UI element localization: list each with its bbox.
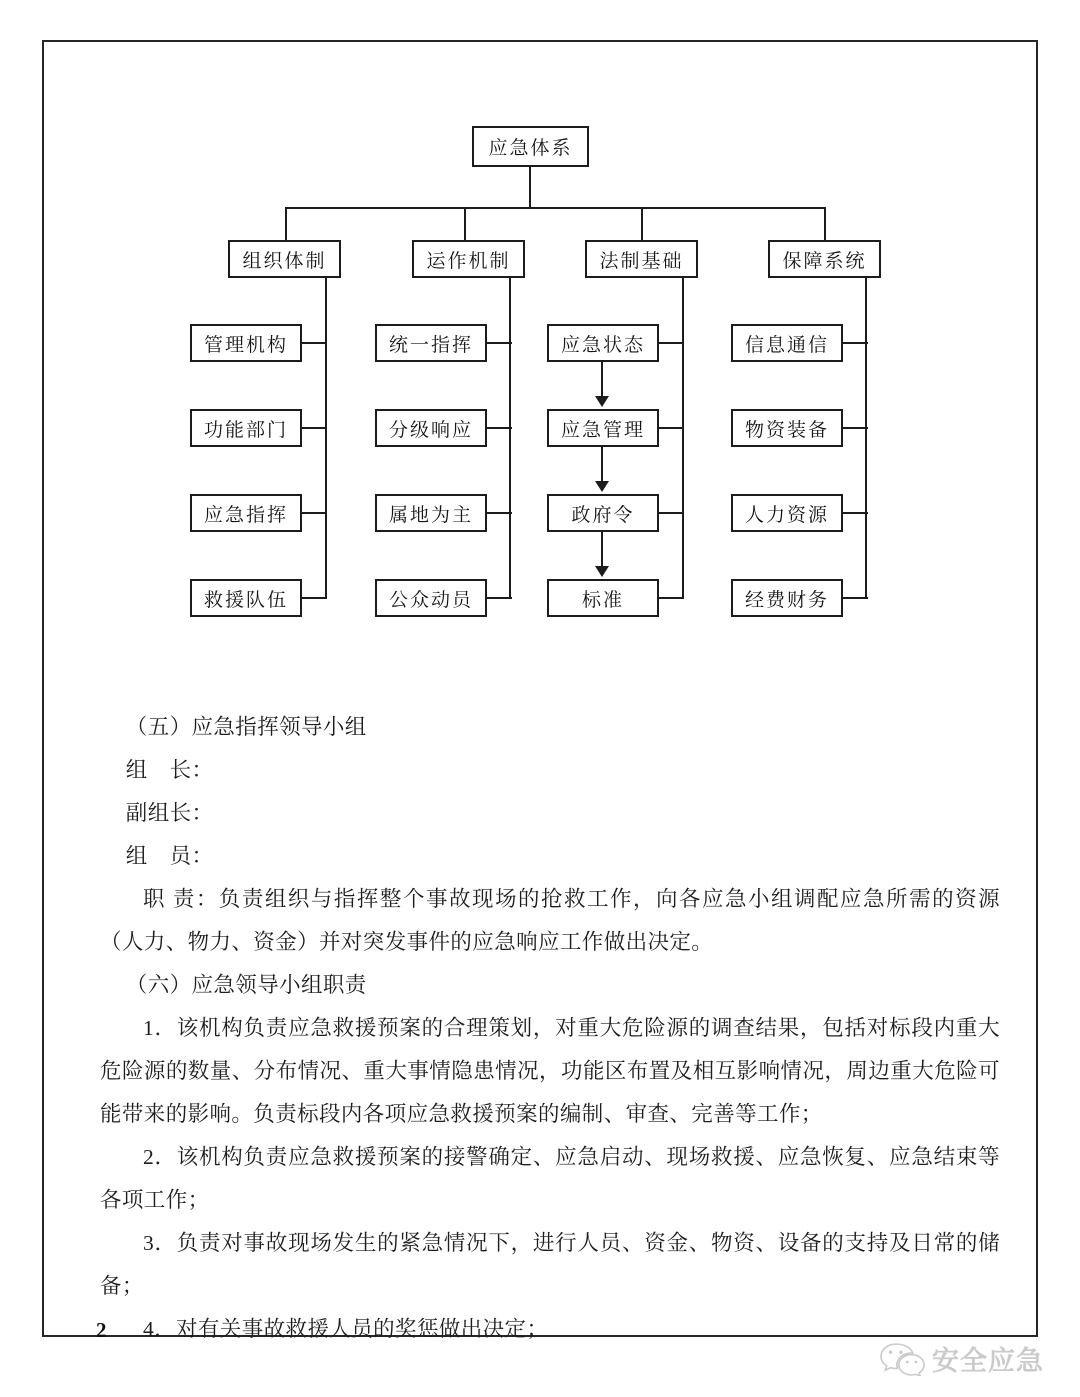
stub-3-1 — [659, 342, 684, 344]
leader-label: 组 长： — [125, 758, 214, 782]
diagram-node-4-4: 经费财务 — [731, 579, 843, 617]
diagram-root-node: 应急体系 — [472, 126, 589, 167]
diagram-node-1-4: 救援队伍 — [190, 579, 302, 617]
flow-line-3-2-3 — [601, 447, 603, 483]
column-bus-line-1 — [325, 278, 327, 598]
stub-3-2 — [659, 427, 684, 429]
bus-drop-col4 — [824, 207, 826, 240]
section-six-heading: （六）应急领导小组职责 — [125, 973, 367, 997]
diagram-node-3-3: 政府令 — [547, 494, 659, 532]
stub-1-1 — [302, 342, 327, 344]
stub-3-3 — [659, 512, 684, 514]
bus-drop-col3 — [641, 207, 643, 240]
stub-3-4 — [659, 597, 684, 599]
section-five-heading: （五）应急指挥领导小组 — [125, 715, 367, 739]
diagram-node-1-2: 功能部门 — [190, 409, 302, 447]
column-bus-line-2 — [509, 278, 511, 598]
diagram-node-4-3: 人力资源 — [731, 494, 843, 532]
page-number: 2 — [96, 1318, 107, 1342]
column-bus-line-4 — [865, 278, 867, 598]
duty-paragraph: 职 责：负责组织与指挥整个事故现场的抢救工作，向各应急小组调配应急所需的资源（人力、物力、资金）并对突发事件的应急响应工作做出决定。 — [100, 887, 1000, 954]
stub-2-4 — [487, 597, 512, 599]
diagram-node-2-3: 属地为主 — [375, 494, 487, 532]
diagram-node-1-1: 管理机构 — [190, 324, 302, 362]
stub-2-2 — [487, 427, 512, 429]
document-body — [100, 706, 1000, 1351]
responsibility-item-2: 2．该机构负责应急救援预案的接警确定、应急启动、现场救援、应急恢复、应急结束等各项工作； — [100, 1145, 1000, 1212]
diagram-column-header-3: 法制基础 — [585, 240, 698, 278]
diagram-node-1-3: 应急指挥 — [190, 494, 302, 532]
diagram-node-3-2: 应急管理 — [547, 409, 659, 447]
watermark-text: 安全应急 — [932, 1345, 1044, 1376]
flow-arrow-3-2-3-icon — [595, 481, 609, 492]
root-stem-line — [529, 167, 531, 209]
diagram-column-header-4: 保障系统 — [768, 240, 881, 278]
stub-4-1 — [843, 342, 868, 344]
diagram-column-header-1: 组织体制 — [228, 240, 341, 278]
watermark — [880, 1330, 1070, 1386]
diagram-node-3-4: 标准 — [547, 579, 659, 617]
stub-2-3 — [487, 512, 512, 514]
stub-4-2 — [843, 427, 868, 429]
stub-1-4 — [302, 597, 327, 599]
stub-4-4 — [843, 597, 868, 599]
deputy-leader-label: 副组长： — [125, 801, 214, 825]
diagram-node-4-1: 信息通信 — [731, 324, 843, 362]
diagram-column-header-2: 运作机制 — [412, 240, 525, 278]
diagram-node-2-1: 统一指挥 — [375, 324, 487, 362]
responsibility-item-1: 1．该机构负责应急救援预案的合理策划，对重大危险源的调查结果，包括对标段内重大危险源的数量、分布情况、重大事情隐患情况，功能区布置及相互影响情况，周边重大危险可能带来的影响。负责标段内各项应急救援预案的编制、审查、完善等工作； — [100, 1016, 1000, 1126]
member-label: 组 员： — [125, 844, 214, 868]
emergency-system-diagram — [0, 0, 1080, 680]
bus-drop-col2 — [464, 207, 466, 240]
stub-1-3 — [302, 512, 327, 514]
flow-line-3-3-4 — [601, 532, 603, 568]
diagram-node-4-2: 物资装备 — [731, 409, 843, 447]
flow-arrow-3-1-2-icon — [595, 396, 609, 407]
bus-drop-col1 — [285, 207, 287, 240]
flow-line-3-1-2 — [601, 362, 603, 398]
responsibility-item-4: 4．对有关事故救援人员的奖惩做出决定； — [143, 1317, 549, 1341]
responsibility-item-3: 3．负责对事故现场发生的紧急情况下，进行人员、资金、物资、设备的支持及日常的储备； — [100, 1231, 1000, 1298]
stub-2-1 — [487, 342, 512, 344]
diagram-node-2-4: 公众动员 — [375, 579, 487, 617]
flow-arrow-3-3-4-icon — [595, 566, 609, 577]
diagram-node-2-2: 分级响应 — [375, 409, 487, 447]
diagram-node-3-1: 应急状态 — [547, 324, 659, 362]
stub-1-2 — [302, 427, 327, 429]
main-bus-line — [285, 207, 826, 209]
wechat-logo-icon — [880, 1340, 926, 1376]
stub-4-3 — [843, 512, 868, 514]
column-bus-line-3 — [682, 278, 684, 598]
